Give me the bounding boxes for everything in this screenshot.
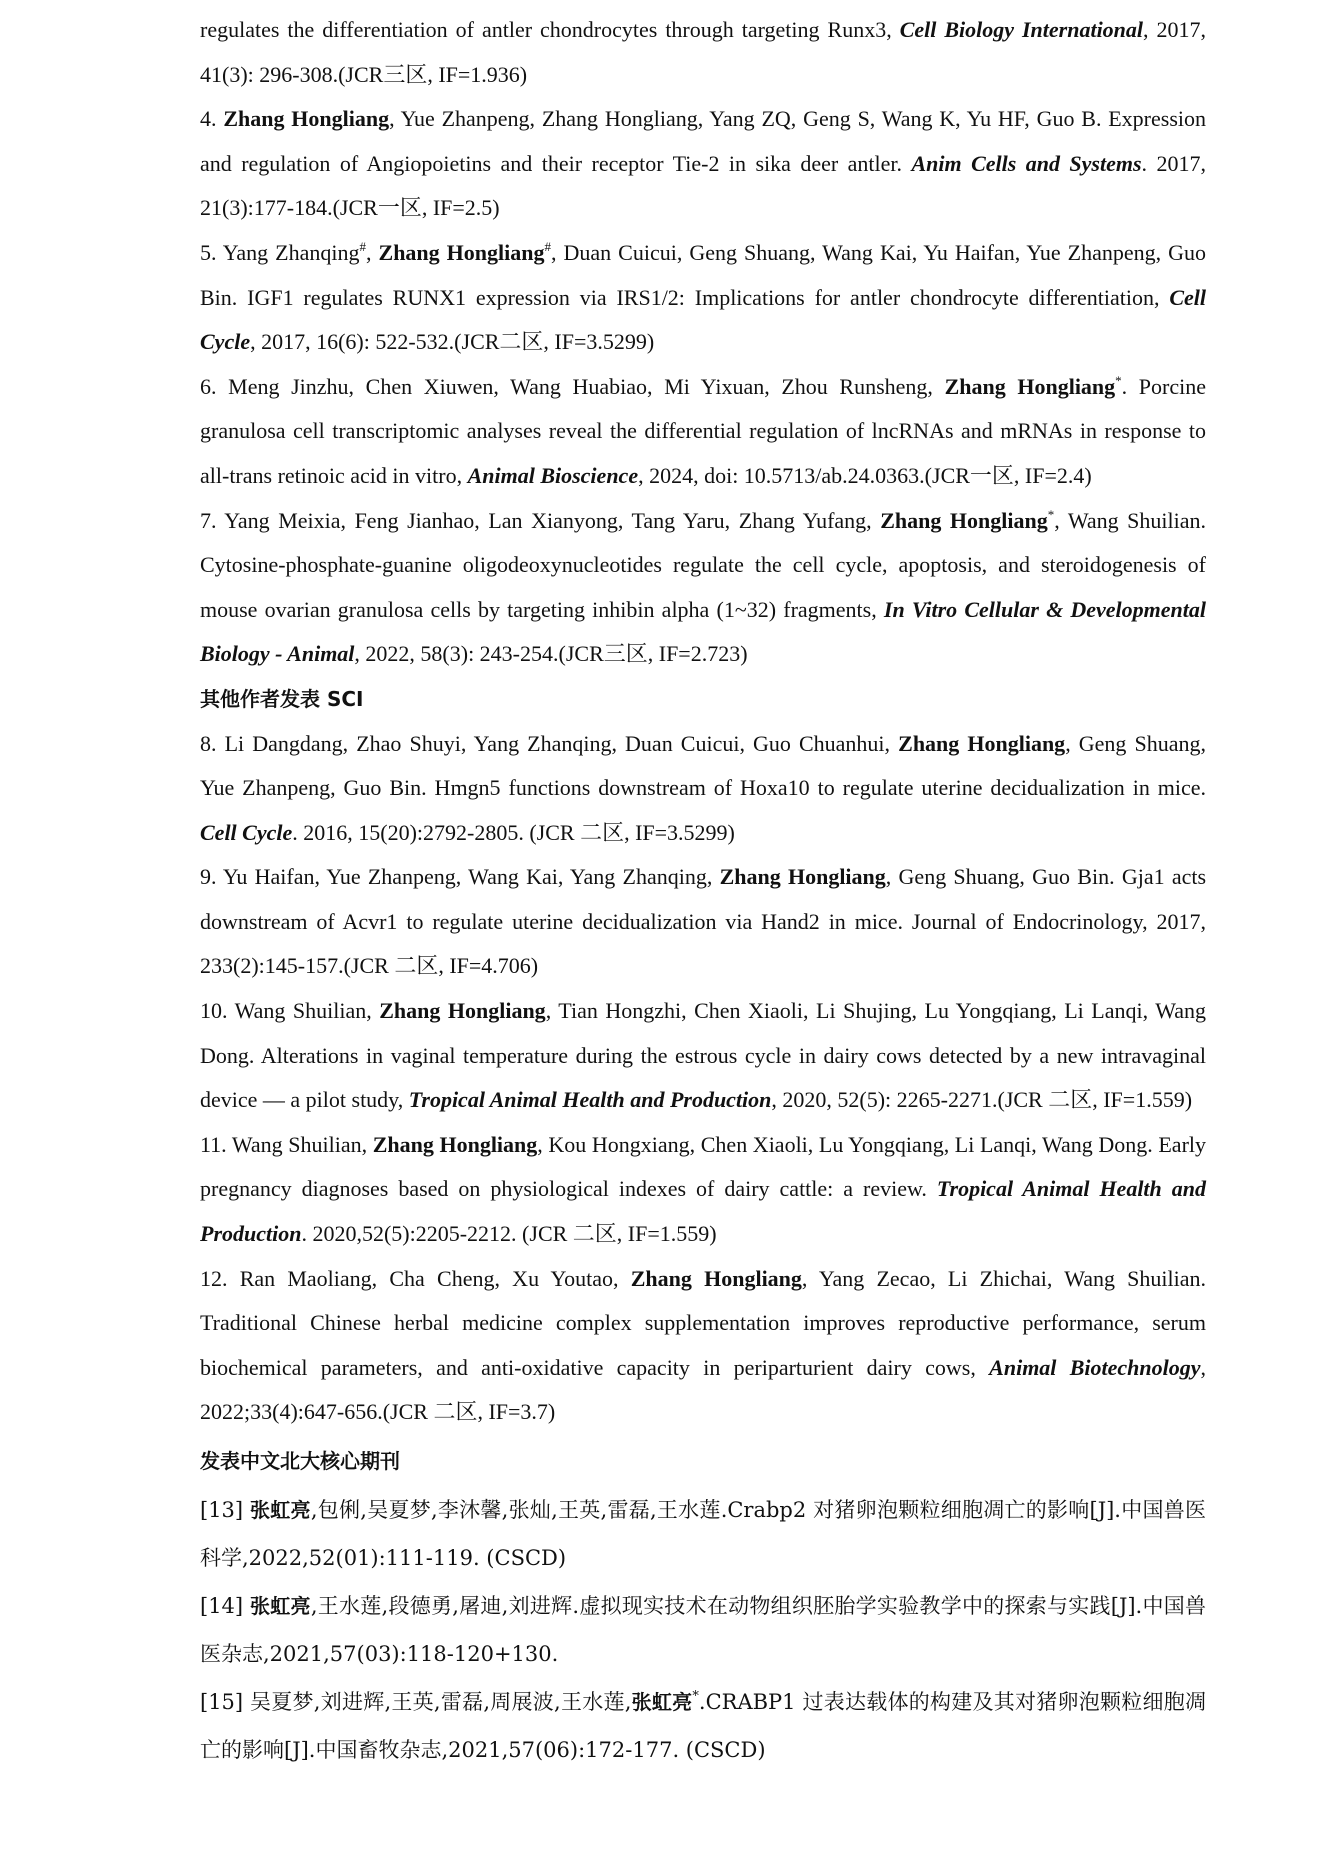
- reference-entry: [200, 1257, 1206, 1435]
- entry-text: , 2022, 58(3): 243-254.(JCR三区, IF=2.723): [354, 641, 748, 667]
- entry-text: [15] 吴夏梦,刘进辉,王英,雷磊,周展波,王水莲,: [200, 1689, 632, 1714]
- entry-text: , Yue Zhanpeng, Zhang Hongliang, Yang ZQ, Geng S, Wang K, Yu HF, Guo B. Expression and regulation of Angiopoietins and their receptor Tie-2 in sika deer antler.: [200, 106, 1207, 176]
- entry-text: .CRABP1 过表达载体的构建及其对猪卵泡颗粒细胞凋亡的影响[J].中国畜牧杂志,2021,57(06):172-177. (CSCD): [200, 1689, 1206, 1762]
- section-heading-other-authors-sci: 其他作者发表 SCI: [200, 686, 364, 711]
- entry-text: . Porcine granulosa cell transcriptomic analyses reveal the differential regulation of lncRNAs and mRNAs in response to all-trans retinoic acid in vitro,: [200, 373, 1207, 488]
- reference-entry: [200, 499, 1206, 677]
- journal-title: Cell Cycle: [200, 819, 293, 845]
- reference-entry: [200, 97, 1206, 231]
- entry-text: , Yang Zecao, Li Zhichai, Wang Shuilian. Traditional Chinese herbal medicine complex supplementation improves reproductive performance, serum biochemical parameters, and anti-oxidative capacity in periparturient dairy cows,: [200, 1265, 1207, 1380]
- author-mark: *: [692, 1688, 699, 1704]
- author-name: Zhang Hongliang: [944, 373, 1116, 399]
- entry-text: , 2017, 41(3): 296-308.(JCR三区, IF=1.936): [200, 17, 1207, 87]
- reference-entry: [200, 8, 1206, 97]
- entry-text: ,王水莲,段德勇,屠迪,刘进辉.虚拟现实技术在动物组织胚胎学实验教学中的探索与实践[J].中国兽医杂志,2021,57(03):118-120+130.: [200, 1593, 1206, 1666]
- document-page: [200, 8, 1206, 1774]
- author-name: 张虹亮: [631, 1689, 693, 1714]
- author-mark: *: [1047, 506, 1055, 522]
- entry-text: . 2017, 21(3):177-184.(JCR一区, IF=2.5): [200, 150, 1206, 221]
- entry-text: regulates the differentiation of antler chondrocytes through targeting Runx3,: [200, 17, 900, 42]
- entry-text: ,: [365, 239, 379, 265]
- entry-text: , 2017, 16(6): 522-532.(JCR二区, IF=3.5299): [250, 329, 655, 355]
- reference-entry: [200, 1123, 1206, 1257]
- author-name: Zhang Hongliang: [379, 998, 546, 1024]
- author-name: Zhang Hongliang: [223, 106, 390, 132]
- author-mark: *: [1115, 372, 1122, 388]
- journal-title: Cell Biology International: [899, 17, 1144, 42]
- author-mark: #: [544, 238, 551, 254]
- entry-text: 4.: [200, 106, 224, 132]
- journal-title: Tropical Animal Health and Production: [200, 1176, 1206, 1247]
- author-name: Zhang Hongliang: [372, 1131, 538, 1157]
- author-name: 张虹亮: [250, 1497, 311, 1522]
- journal-title: Cell Cycle: [200, 284, 1206, 355]
- entry-text: . 2020,52(5):2205-2212. (JCR 二区, IF=1.559): [301, 1221, 717, 1247]
- reference-entry: [200, 231, 1206, 365]
- journal-title: Anim Cells and Systems: [911, 150, 1142, 176]
- entry-text: , 2020, 52(5): 2265-2271.(JCR 二区, IF=1.559): [771, 1087, 1193, 1113]
- entry-text: , Duan Cuicui, Geng Shuang, Wang Kai, Yu Haifan, Yue Zhanpeng, Guo Bin. IGF1 regulates RUNX1 expression via IRS1/2: Implications for antler chondrocyte differentiation,: [200, 239, 1207, 310]
- reference-entry: [200, 855, 1206, 989]
- section-heading-chinese-core-journals: 发表中文北大核心期刊: [200, 1449, 400, 1473]
- entry-text: 5. Yang Zhanqing: [200, 239, 360, 265]
- author-name: Zhang Hongliang: [898, 730, 1066, 756]
- entry-text: 12. Ran Maoliang, Cha Cheng, Xu Youtao,: [200, 1265, 631, 1291]
- entry-text: [14]: [200, 1593, 251, 1618]
- reference-entry: [200, 722, 1206, 856]
- author-name: Zhang Hongliang: [630, 1265, 802, 1291]
- journal-title: In Vitro Cellular & Developmental Biology - Animal: [200, 596, 1207, 667]
- entry-text: 9. Yu Haifan, Yue Zhanpeng, Wang Kai, Yang Zhanqing,: [200, 864, 720, 890]
- journal-title: Animal Bioscience: [467, 462, 639, 488]
- entry-text: , Kou Hongxiang, Chen Xiaoli, Lu Yongqiang, Li Lanqi, Wang Dong. Early pregnancy diagnoses based on physiological indexes of dairy cattle: a review.: [200, 1131, 1207, 1202]
- entry-text: , Geng Shuang, Yue Zhanpeng, Guo Bin. Hmgn5 functions downstream of Hoxa10 to regulate uterine decidualization in mice.: [200, 730, 1207, 801]
- author-name: Zhang Hongliang: [719, 864, 886, 890]
- entry-text: , Geng Shuang, Guo Bin. Gja1 acts downstream of Acvr1 to regulate uterine decidualization via Hand2 in mice. Journal of Endocrinology, 2017, 233(2):145-157.(JCR 二区, IF=4.706): [200, 864, 1207, 979]
- reference-entry: [200, 1486, 1206, 1582]
- entry-text: 11. Wang Shuilian,: [200, 1131, 373, 1157]
- reference-entry: [200, 989, 1206, 1123]
- author-name: Zhang Hongliang: [378, 239, 545, 265]
- entry-text: , Wang Shuilian. Cytosine-phosphate-guanine oligodeoxynucleotides regulate the cell cycle, apoptosis, and steroidogenesis of mouse ovarian granulosa cells by targeting inhibin alpha (1~32) fragments,: [200, 507, 1207, 622]
- entry-text: ,包俐,吴夏梦,李沐馨,张灿,王英,雷磊,王水莲.Crabp2 对猪卵泡颗粒细胞凋亡的影响[J].中国兽医科学,2022,52(01):111-119. (CSCD): [200, 1497, 1206, 1570]
- reference-entry: [200, 1582, 1206, 1678]
- reference-entry: [200, 1678, 1206, 1774]
- entry-text: 8. Li Dangdang, Zhao Shuyi, Yang Zhanqing, Duan Cuicui, Guo Chuanhui,: [200, 730, 899, 756]
- author-name: Zhang Hongliang: [880, 507, 1048, 533]
- entry-text: 6. Meng Jinzhu, Chen Xiuwen, Wang Huabiao, Mi Yixuan, Zhou Runsheng,: [200, 373, 945, 399]
- entry-text: , 2022;33(4):647-656.(JCR 二区, IF=3.7): [200, 1354, 1206, 1425]
- entry-text: 7. Yang Meixia, Feng Jianhao, Lan Xianyong, Tang Yaru, Zhang Yufang,: [200, 507, 881, 533]
- entry-text: . 2016, 15(20):2792-2805. (JCR 二区, IF=3.5299): [292, 819, 735, 845]
- entry-text: , 2024, doi: 10.5713/ab.24.0363.(JCR一区, IF=2.4): [638, 462, 1092, 488]
- reference-entry: [200, 365, 1206, 499]
- entry-text: [13]: [200, 1497, 251, 1522]
- entry-text: 10. Wang Shuilian,: [200, 998, 380, 1024]
- entry-text: , Tian Hongzhi, Chen Xiaoli, Li Shujing, Lu Yongqiang, Li Lanqi, Wang Dong. Alterations in vaginal temperature during the estrous cycle in dairy cows detected by a new intravaginal device — a pilot study,: [200, 998, 1206, 1113]
- author-mark: #: [359, 238, 366, 254]
- journal-title: Animal Biotechnology: [989, 1354, 1201, 1380]
- author-name: 张虹亮: [250, 1593, 311, 1618]
- journal-title: Tropical Animal Health and Production: [408, 1087, 772, 1113]
